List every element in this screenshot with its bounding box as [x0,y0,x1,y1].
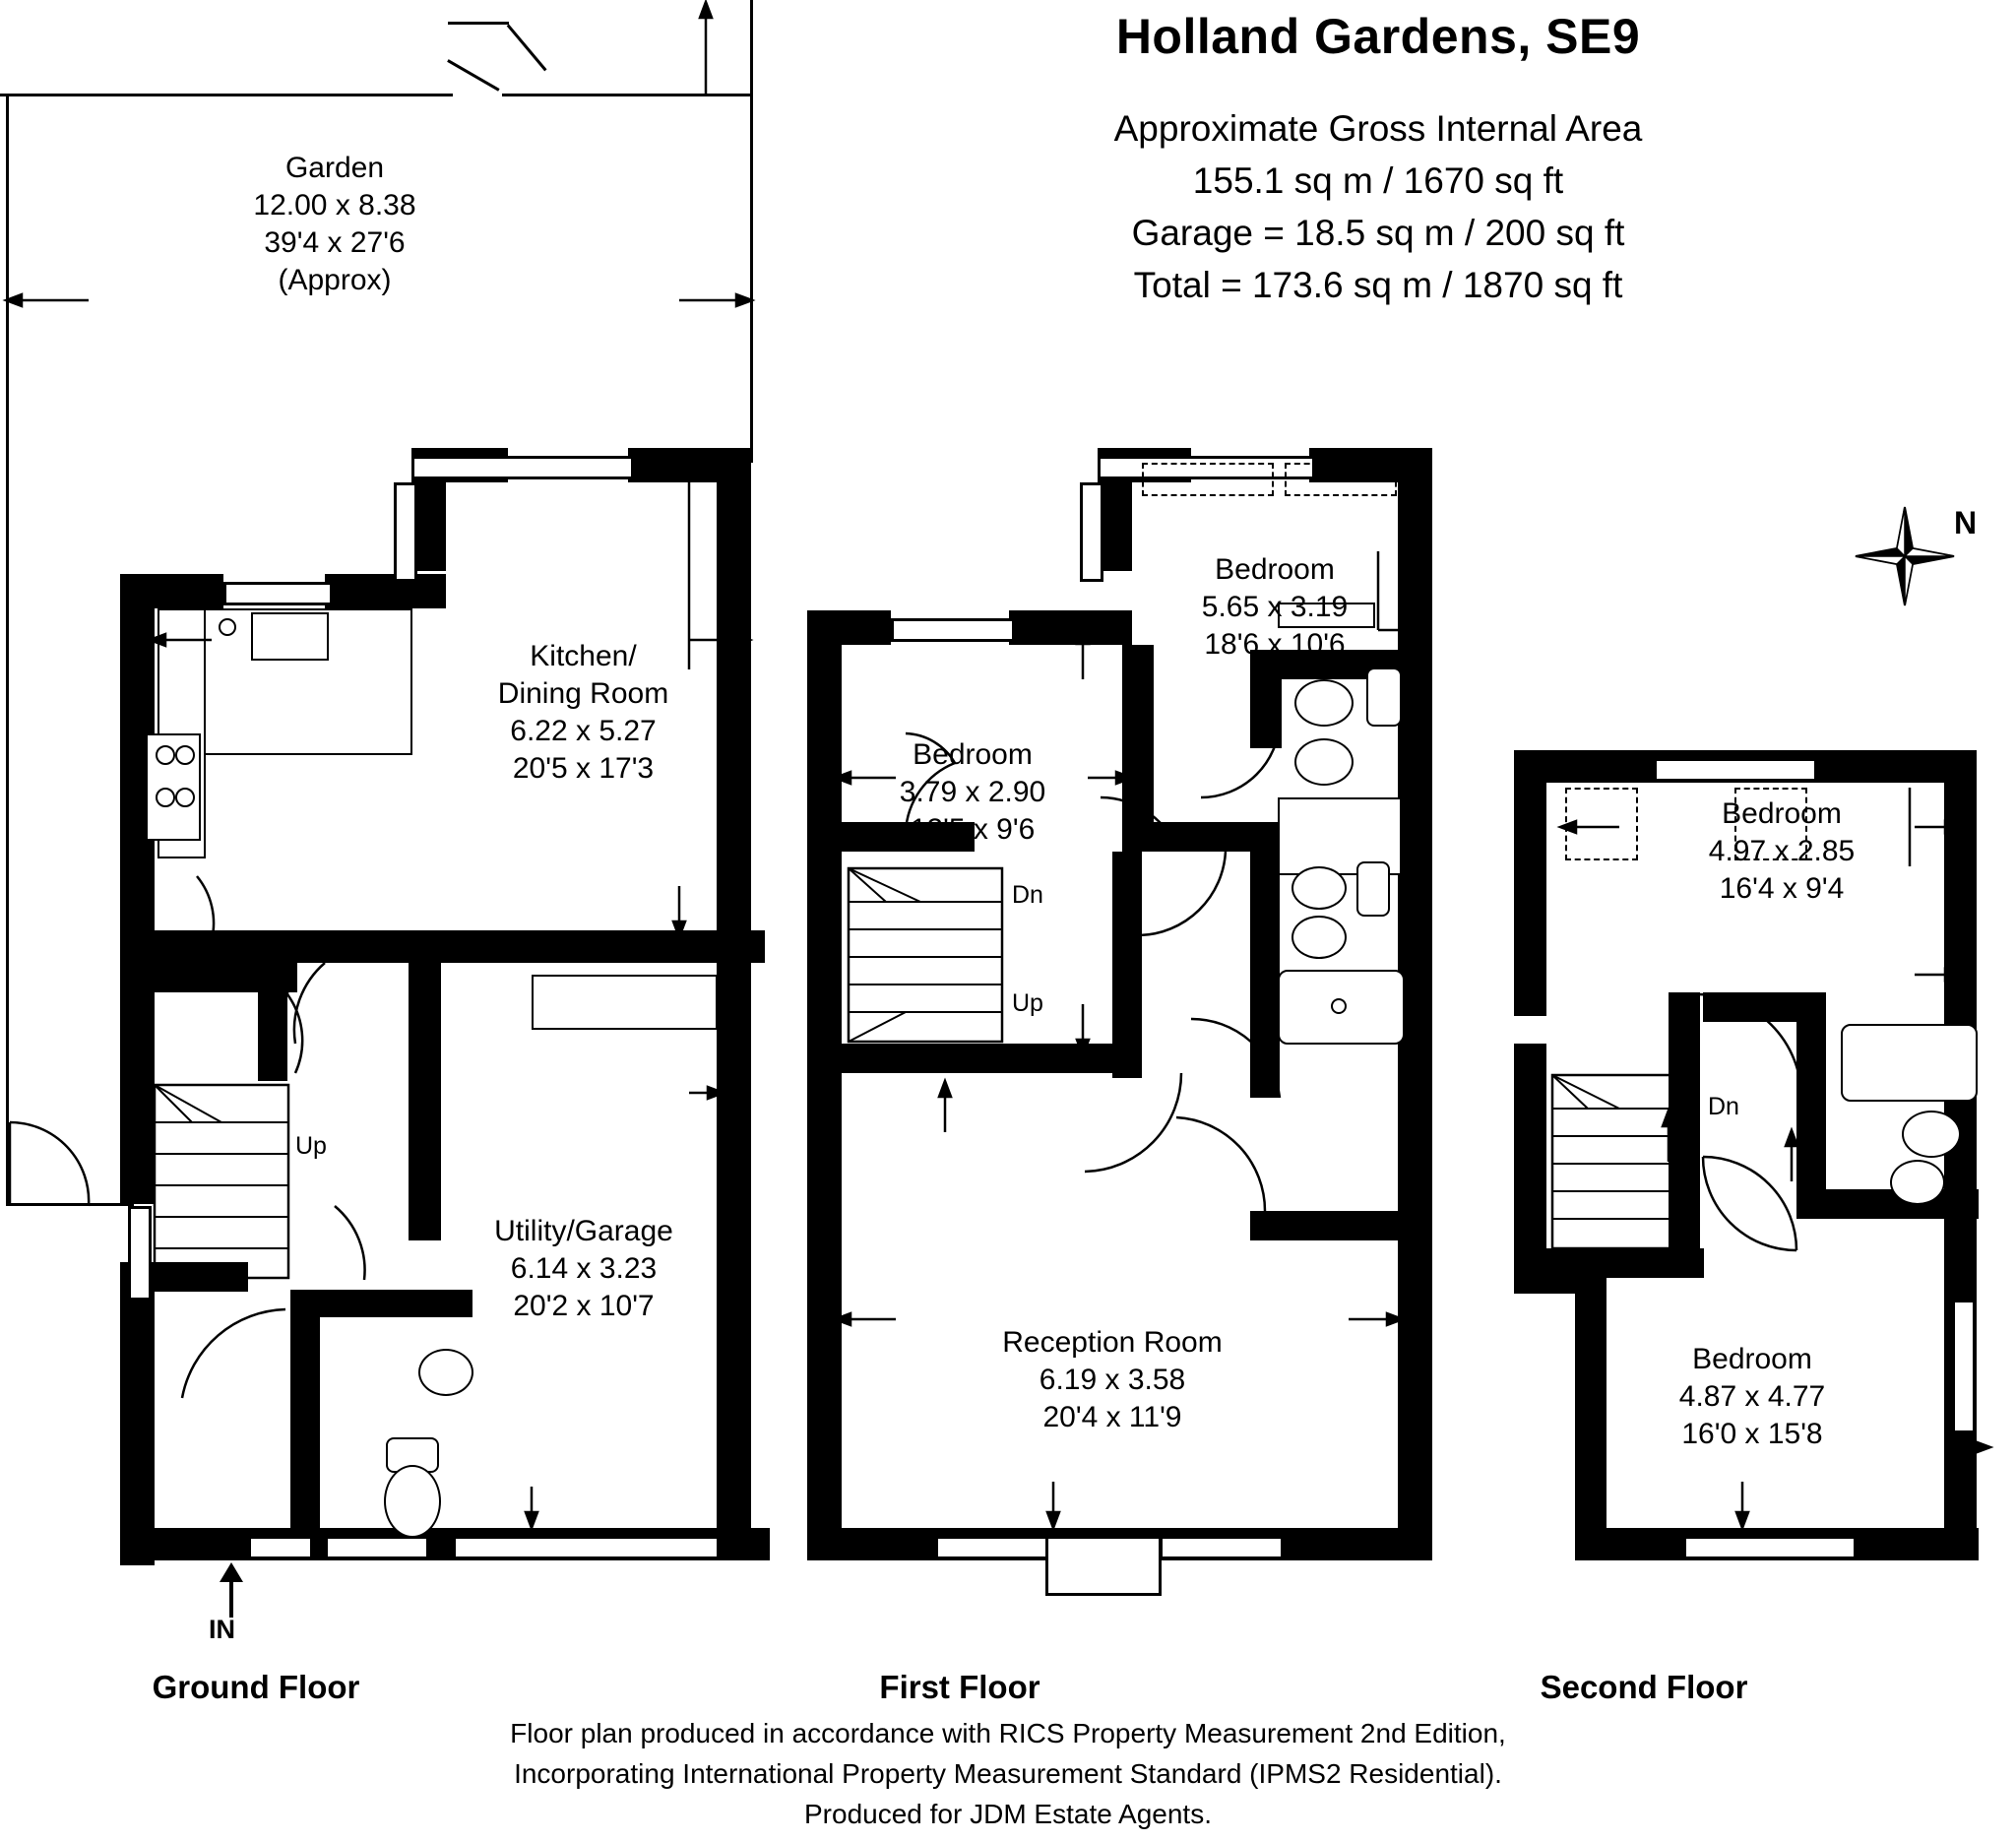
area-summary-line-4: Total = 173.6 sq m / 1870 sq ft [1133,265,1623,305]
ground-floor-plan [0,0,788,1674]
ff-stairs-up-label: Up [1012,989,1043,1017]
first-floor-plan [788,0,1477,1674]
sf-bed2-dim-m: 4.87 x 4.77 [1678,1380,1826,1413]
footer-line-3: Produced for JDM Estate Agents. [804,1799,1212,1829]
footer-line-1: Floor plan produced in accordance with RICS Property Measurement 2nd Edition, [510,1718,1506,1748]
utility-dim-m: 6.14 x 3.23 [510,1252,658,1285]
garden-name: Garden [284,152,385,184]
ff-bed2-dim-ft: 12'5 x 9'6 [910,813,1036,846]
ff-recep-dim-ft: 20'4 x 11'9 [1042,1401,1182,1433]
page-title: Holland Gardens, SE9 [1115,9,1641,64]
sf-bed2-dim-ft: 16'0 x 15'8 [1681,1418,1823,1450]
ff-bed1-name: Bedroom [1215,553,1335,586]
area-summary-line-2: 155.1 sq m / 1670 sq ft [1192,160,1564,201]
floor-label-first: First Floor [879,1669,1040,1705]
room-label-utility-garage [461,1213,707,1325]
ff-recep-dim-m: 6.19 x 3.58 [1039,1364,1186,1396]
room-label-kitchen-dining [448,638,719,788]
room-label-sf-bedroom-rear [1639,795,1924,908]
sf-bed2-name: Bedroom [1692,1343,1812,1375]
floor-label-ground: Ground Floor [152,1669,360,1705]
utility-dim-ft: 20'2 x 10'7 [513,1290,655,1322]
ff-stairs-dn-label: Dn [1012,881,1043,909]
footer-line-2: Incorporating International Property Measurement Standard (IPMS2 Residential). [514,1758,1502,1789]
utility-name: Utility/Garage [494,1215,673,1247]
sf-bed1-dim-ft: 16'4 x 9'4 [1719,872,1845,905]
room-label-ff-bedroom-front [1152,551,1398,664]
sf-bed1-name: Bedroom [1722,797,1842,830]
second-floor-plan [1457,0,2016,1674]
ff-recep-name: Reception Room [1002,1326,1223,1359]
stairs-up-label-ground: Up [295,1132,327,1160]
garden-dim-ft: 39'4 x 27'6 [264,226,406,259]
garden-approx: (Approx) [278,264,392,296]
compass-north-label: N [1954,505,1978,540]
kitchen-name-1: Kitchen/ [530,640,637,672]
ff-bed1-dim-m: 5.65 x 3.19 [1201,591,1349,623]
room-label-ff-bedroom-small [845,736,1101,849]
kitchen-dim-m: 6.22 x 5.27 [510,715,657,747]
ff-bed2-name: Bedroom [913,738,1033,771]
kitchen-dim-ft: 20'5 x 17'3 [512,752,655,785]
kitchen-name-2: Dining Room [497,677,669,710]
ground-dim-arrows [0,0,788,1674]
floor-label-second: Second Floor [1540,1669,1748,1705]
room-label-reception [950,1324,1275,1436]
sf-bed1-dim-m: 4.97 x 2.85 [1708,835,1856,867]
garden-dim-m: 12.00 x 8.38 [253,189,416,222]
ff-bed1-dim-ft: 18'6 x 10'6 [1204,628,1346,661]
sf-stairs-dn-label: Dn [1708,1093,1739,1120]
room-label-sf-bedroom-main [1614,1341,1890,1453]
ff-bed2-dim-m: 3.79 x 2.90 [899,776,1046,808]
area-summary-line-3: Garage = 18.5 sq m / 200 sq ft [1131,213,1625,253]
entrance-label: IN [209,1615,235,1644]
area-summary-line-1: Approximate Gross Internal Area [1113,108,1643,149]
